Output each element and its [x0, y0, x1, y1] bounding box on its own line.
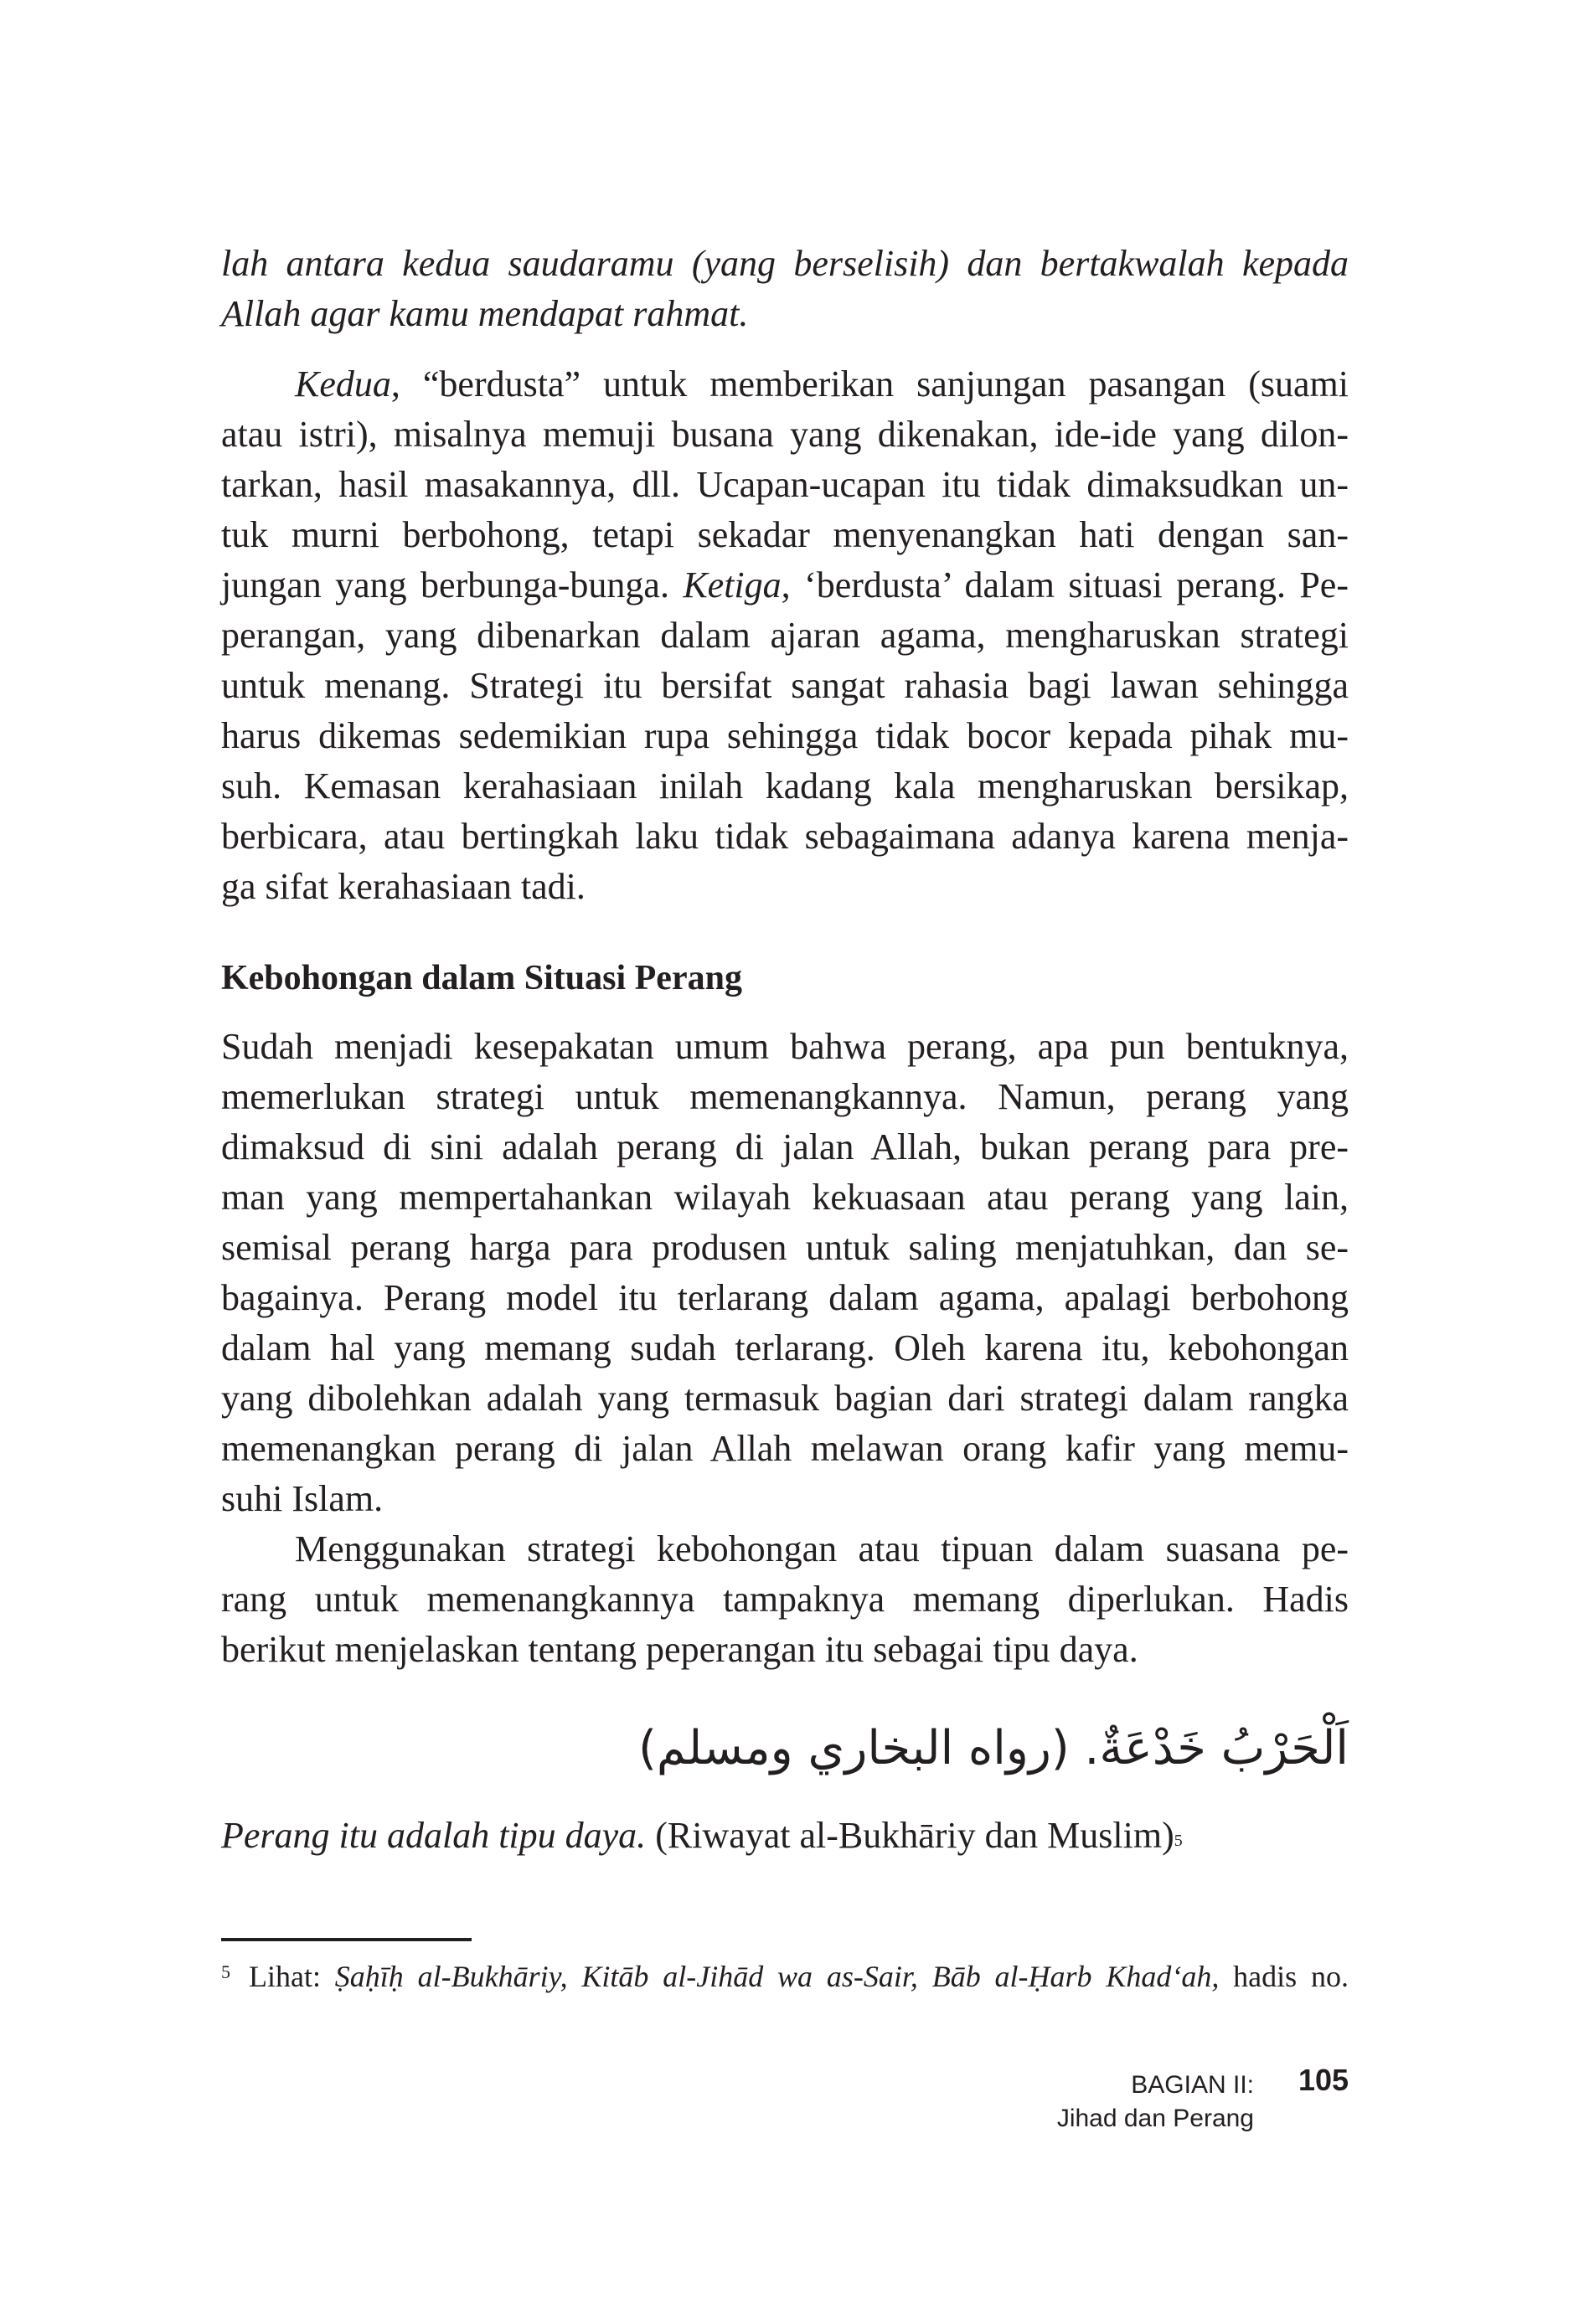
footnote-reference[interactable]: 5 [1174, 1832, 1183, 1850]
footnote-divider [221, 1938, 472, 1941]
footnote-lead: Lihat: [249, 1960, 335, 1993]
translation-source: (Riwayat al-Bukhāriy dan Muslim) [646, 1815, 1174, 1856]
text-span: , “berdusta” untuk memberikan sanjungan pasangan (suami [390, 363, 1349, 405]
section-heading: Kebohongan dalam Situasi Perang [221, 959, 742, 997]
paragraph-kedua-ketiga [221, 359, 1349, 912]
text-line: dalam hal yang memang sudah terlarang. Oleh karena itu, kebohongan [221, 1327, 1349, 1368]
running-head-part: BAGIAN II: [1131, 2071, 1254, 2099]
text-line: perangan, yang dibenarkan dalam ajaran agama, mengharuskan strategi [221, 615, 1349, 656]
text-line: suh. Kemasan kerahasiaan inilah kadang kala mengharuskan bersikap, [221, 765, 1349, 806]
text-line: suhi Islam. [221, 1478, 384, 1519]
footnote-title: Ṣaḥīḥ al-Bukhāriy, Kitāb al-Jihād wa as-Sair, Bāb al-Ḥarb Khad‘ah, [334, 1960, 1220, 1993]
text-line: memenangkan perang di jalan Allah melawan orang kafir yang memu- [221, 1428, 1349, 1469]
text-line [221, 560, 1349, 611]
text-line: lah antara kedua saudaramu (yang berselisih) dan bertakwalah kepada [221, 243, 1349, 284]
text-span: , ‘berdusta’ dalam situasi perang. Pe- [781, 564, 1349, 605]
text-line: berbicara, atau bertingkah laku tidak sebagaimana adanya karena menja- [221, 816, 1349, 857]
text-line: Sudah menjadi kesepakatan umum bahwa perang, apa pun bentuknya, [221, 1026, 1349, 1067]
footnote [221, 1956, 1349, 2002]
italic-term: Ketiga [683, 564, 782, 605]
text-line: ga sifat kerahasiaan tadi. [221, 866, 586, 907]
text-line: bagainya. Perang model itu terlarang dalam agama, apalagi berbohong [221, 1277, 1349, 1318]
footnote-tail: hadis no. [1219, 1960, 1349, 1993]
text-line: Allah agar kamu mendapat rahmat. [221, 293, 749, 334]
text-line: yang dibolehkan adalah yang termasuk bagian dari strategi dalam rangka [221, 1378, 1349, 1419]
text-line: memerlukan strategi untuk memenangkannya. Namun, perang yang [221, 1076, 1349, 1117]
paragraph-strategi [221, 1022, 1349, 1524]
text-line: Menggunakan strategi kebohongan atau tipuan dalam suasana pe- [295, 1528, 1349, 1569]
text-line: tuk murni berbohong, tetapi sekadar menyenangkan hati dengan san- [221, 514, 1349, 555]
text-line: untuk menang. Strategi itu bersifat sangat rahasia bagi lawan sehingga [221, 665, 1349, 706]
text-line: dimaksud di sini adalah perang di jalan Allah, bukan perang para pre- [221, 1126, 1349, 1167]
hadith-translation [221, 1811, 1183, 1868]
text-span: jungan yang berbunga-bunga. [221, 564, 684, 605]
text-line: semisal perang harga para produsen untuk saling menjatuhkan, dan se- [221, 1227, 1349, 1268]
italic-term: Kedua [295, 363, 391, 405]
text-line: harus dikemas sedemikian rupa sehingga tidak bocor kepada pihak mu- [221, 715, 1349, 756]
text-line: rang untuk memenangkannya tampaknya memang diperlukan. Hadis [221, 1579, 1349, 1620]
hadith-arabic-text: اَلْحَرْبُ خَدْعَةٌ. (رواه البخاري ومسلم) [638, 1721, 1349, 1775]
page-number: 105 [1298, 2063, 1349, 2097]
running-head [1057, 2069, 1254, 2136]
paragraph-tipuan [221, 1524, 1349, 1675]
text-line: tarkan, hasil masakannya, dll. Ucapan-ucapan itu tidak dimaksudkan un- [221, 464, 1349, 505]
footnote-number: 5 [221, 1961, 230, 1982]
text-line: atau istri), misalnya memuji busana yang dikenakan, ide-ide yang dilon- [221, 414, 1349, 455]
running-head-title: Jihad dan Perang [1056, 2105, 1254, 2132]
text-line [221, 359, 1349, 410]
translation-italic: Perang itu adalah tipu daya. [221, 1815, 647, 1856]
quran-translation-continuation [221, 239, 1349, 339]
text-line: man yang mempertahankan wilayah kekuasaan atau perang yang lain, [221, 1177, 1349, 1218]
text-line: berikut menjelaskan tentang peperangan itu sebagai tipu daya. [221, 1629, 1138, 1670]
